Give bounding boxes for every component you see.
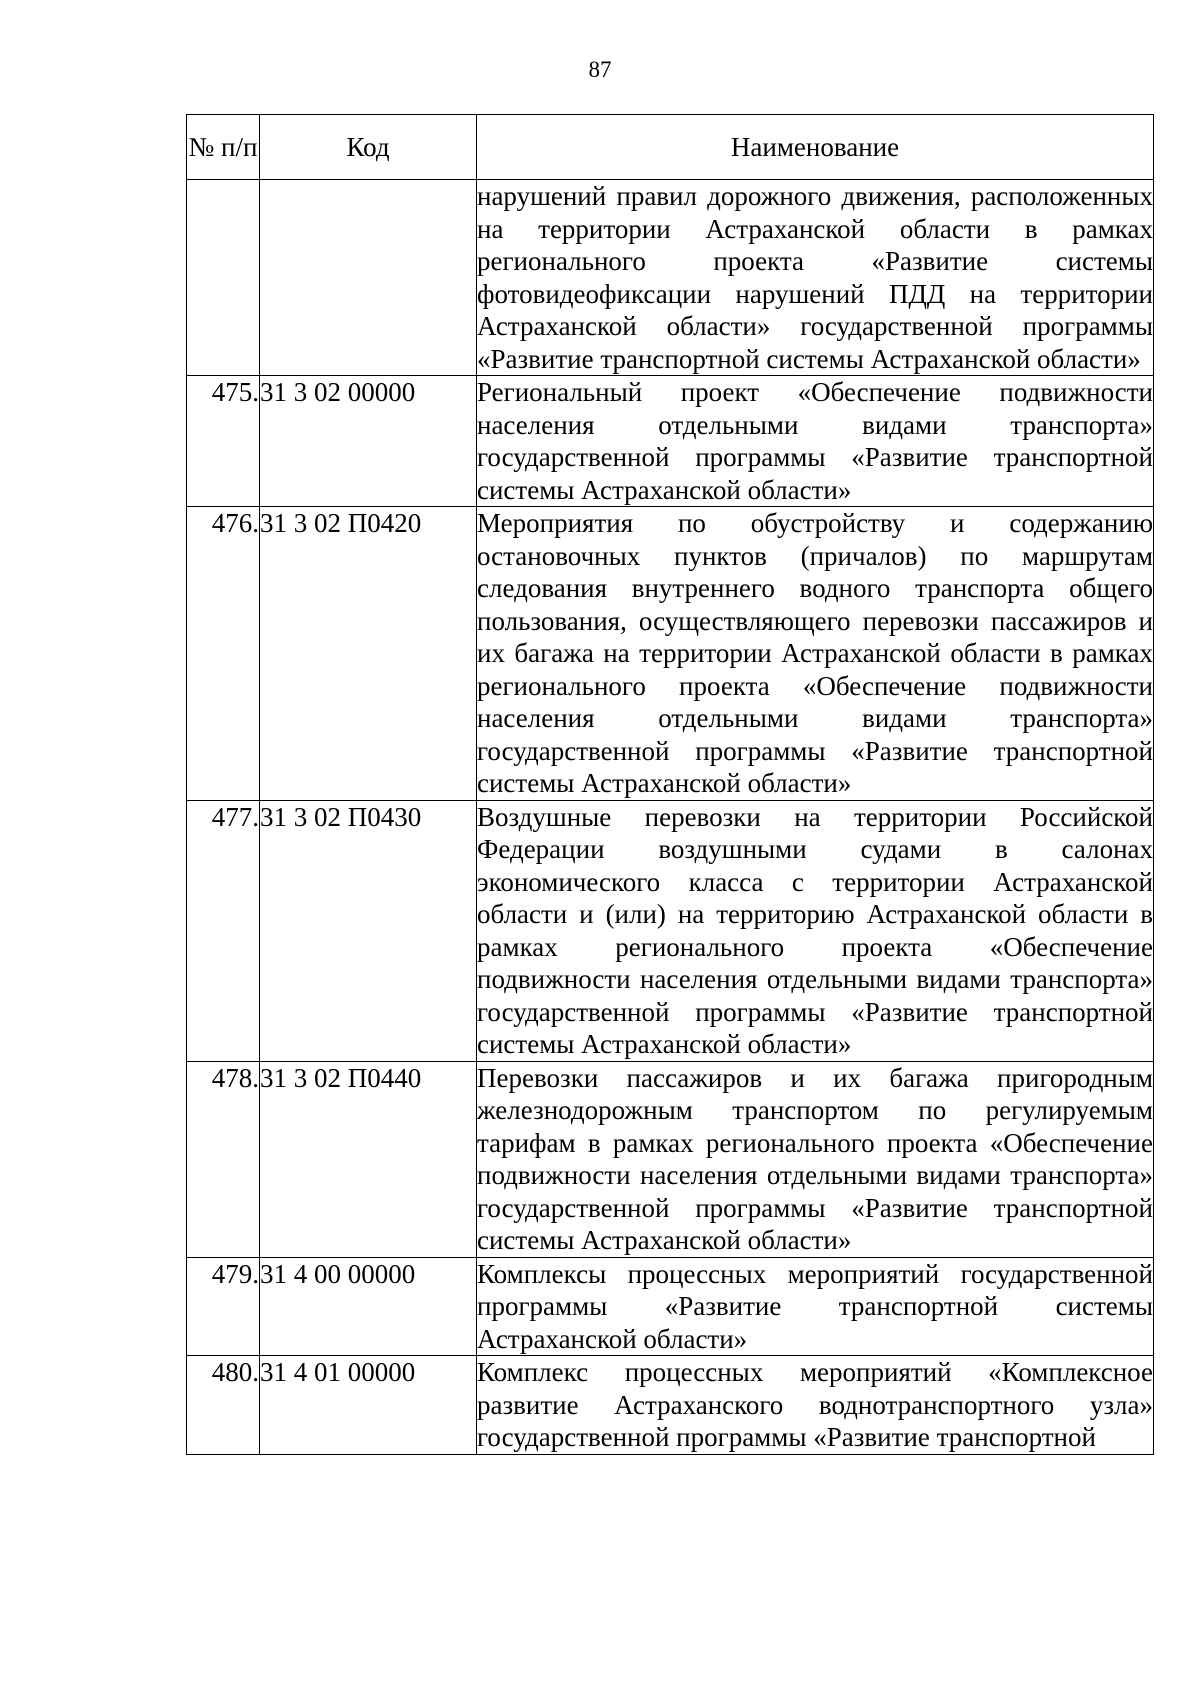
- row-code: 31 3 02 П0420: [260, 507, 477, 801]
- row-name: Комплексы процессных мероприятий государственной программы «Развитие транспортной системы Астраханской области»: [477, 1258, 1153, 1354]
- row-code: 31 3 02 П0440: [260, 1061, 477, 1257]
- row-code: 31 3 02 П0430: [260, 800, 477, 1061]
- row-num: 478.: [187, 1061, 260, 1257]
- table-row: [187, 376, 1154, 507]
- budget-codes-table: [186, 114, 1154, 1455]
- table-row: [187, 507, 1154, 801]
- table-row: [187, 800, 1154, 1061]
- row-num: [187, 180, 260, 376]
- table-header: [187, 115, 1154, 180]
- table-row: [187, 180, 1154, 376]
- page-number: 87: [588, 57, 612, 82]
- table-row: [187, 1061, 1154, 1257]
- row-name: Воздушные перевозки на территории Российской Федерации воздушными судами в салонах экономического класса с территории Астраханской области и (или) на территорию Астраханской области в рамках регионального проекта «Обеспечение подвижности населения отдельными видами транспорта» государственной программы «Развитие транспортной системы Астраханской области»: [477, 801, 1153, 1059]
- row-code: 31 4 01 00000: [260, 1356, 477, 1455]
- row-code: [260, 180, 477, 376]
- table-body: [187, 180, 1154, 1455]
- header-name: Наименование: [477, 115, 1154, 180]
- row-num: 479.: [187, 1257, 260, 1356]
- row-name: Комплекс процессных мероприятий «Комплексное развитие Астраханского воднотранспортного узла» государственной программы «Развитие транспортной: [477, 1357, 1153, 1452]
- header-num: № п/п: [187, 115, 260, 180]
- row-name: Региональный проект «Обеспечение подвижности населения отдельными видами транспорта» государственной программы «Развитие транспортной системы Астраханской области»: [477, 377, 1153, 505]
- row-name: Мероприятия по обустройству и содержанию остановочных пунктов (причалов) по маршрутам следования внутреннего водного транспорта общего пользования, осуществляющего перевозки пассажиров и их багажа на территории Астраханской области в рамках регионального проекта «Обеспечение подвижности населения отдельными видами транспорта» государственной программы «Развитие транспортной системы Астраханской области»: [477, 508, 1153, 798]
- row-num: 475.: [187, 376, 260, 507]
- row-name: нарушений правил дорожного движения, расположенных на территории Астраханской области в рамках регионального проекта «Развитие системы фотовидеофиксации нарушений ПДД на территории Астраханской области» государственной программы «Развитие транспортной системы Астраханской области»: [477, 181, 1153, 374]
- header-code: Код: [260, 115, 477, 180]
- row-num: 476.: [187, 507, 260, 801]
- row-num: 477.: [187, 800, 260, 1061]
- header-row: [187, 115, 1154, 180]
- row-name: Перевозки пассажиров и их багажа пригородным железнодорожным транспортом по регулируемым тарифам в рамках регионального проекта «Обеспечение подвижности населения отдельными видами транспорта» государственной программы «Развитие транспортной системы Астраханской области»: [477, 1062, 1153, 1255]
- row-num: 480.: [187, 1356, 260, 1455]
- table-row: [187, 1356, 1154, 1455]
- row-code: 31 4 00 00000: [260, 1257, 477, 1356]
- row-code: 31 3 02 00000: [260, 376, 477, 507]
- table-row: [187, 1257, 1154, 1356]
